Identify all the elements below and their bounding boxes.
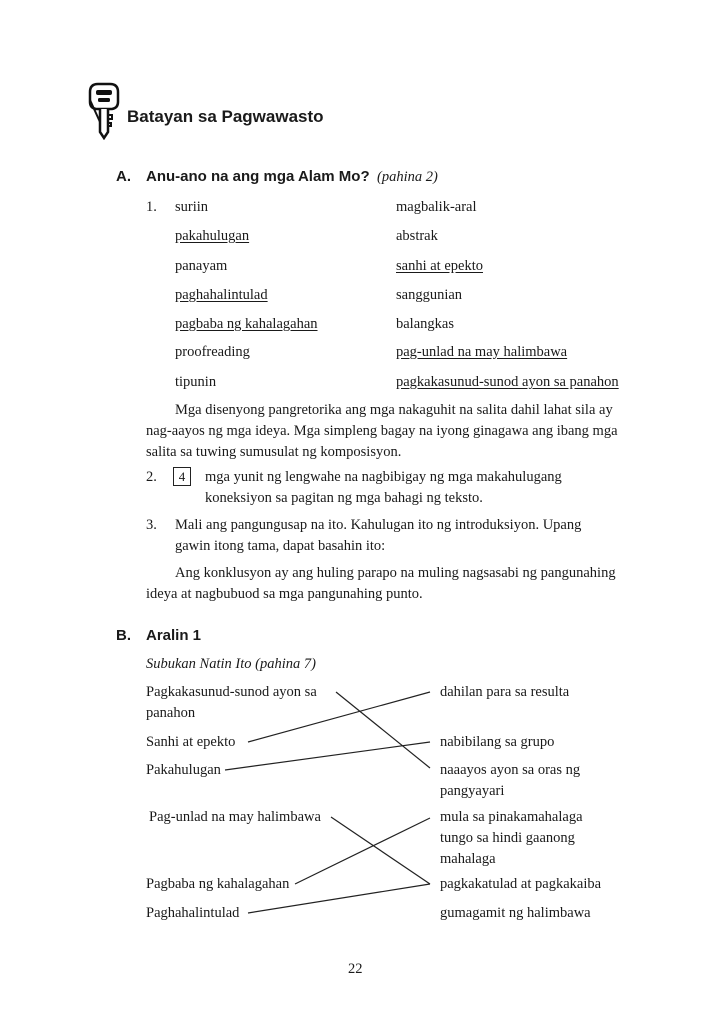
- item-3-paragraph: Ang konklusyon ay ang huling parapo na muling nagsasabi ng pangunahing ideya at nagbubuod sa mga pangunahing punto.: [146, 565, 616, 602]
- item-3-text-line2: gawin itong tama, dapat basahin ito:: [175, 538, 386, 554]
- word-left: panayam: [175, 258, 228, 274]
- word-right: balangkas: [396, 316, 454, 332]
- word-left-underlined: pagbaba ng kahalagahan: [175, 316, 318, 332]
- match-left-item: Pakahulugan: [146, 762, 221, 778]
- match-left-item: Pag-unlad na may halimbawa: [149, 809, 321, 825]
- section-a-page-ref: (pahina 2): [377, 169, 438, 185]
- item-2-text-line2: koneksiyon sa pagitan ng mga bahagi ng teksto.: [205, 490, 483, 506]
- section-b-letter: B.: [116, 627, 131, 644]
- match-right-item: pagkakatulad at pagkakaiba: [440, 876, 602, 892]
- item-3-text-line1: Mali ang pangungusap na ito. Kahulugan ito ng introduksiyon. Upang: [175, 517, 582, 533]
- match-line: [248, 692, 430, 742]
- word-left: tipunin: [175, 374, 217, 390]
- page-title: Batayan sa Pagwawasto: [127, 107, 324, 126]
- match-right-item: nabibilang sa grupo: [440, 734, 555, 750]
- item-3-number: 3.: [146, 517, 157, 533]
- answer-box-value: 4: [173, 467, 191, 486]
- section-a-title: Anu-ano na ang mga Alam Mo?: [146, 168, 370, 185]
- item-2-number: 2.: [146, 469, 157, 485]
- word-right-underlined: sanhi at epekto: [396, 258, 483, 274]
- match-right-item: dahilan para sa resulta: [440, 684, 570, 700]
- section-b-subtitle: Subukan Natin Ito (pahina 7): [146, 656, 316, 672]
- word-right-underlined: pag-unlad na may halimbawa: [396, 344, 568, 360]
- match-left-item: Pagbaba ng kahalagahan: [146, 876, 290, 892]
- word-left: suriin: [175, 199, 209, 215]
- match-left-item: Pagkakasunud-sunod ayon sa: [146, 684, 317, 700]
- match-right-item: mula sa pinakamahalaga: [440, 809, 583, 825]
- item-2-text-line1: mga yunit ng lengwahe na nagbibigay ng mga makahulugang: [205, 469, 562, 485]
- match-line: [225, 742, 430, 770]
- match-left-item: Sanhi at epekto: [146, 734, 236, 750]
- match-line: [336, 692, 430, 768]
- item-1-paragraph: Mga disenyong pangretorika ang mga nakaguhit na salita dahil lahat sila ay nag-aayos ng mga ideya. Mga simpleng bagay na iyong ginagawa ang ibang mga salita sa tuwing sumusulat ng komposisyon.: [146, 402, 618, 460]
- section-a-letter: A.: [116, 168, 131, 185]
- match-left-item-cont: panahon: [146, 705, 196, 721]
- match-line: [295, 818, 430, 884]
- match-left-item: Paghahalintulad: [146, 905, 240, 921]
- match-right-item-cont: tungo sa hindi gaanong: [440, 830, 575, 846]
- word-left-underlined: pakahulugan: [175, 228, 250, 244]
- word-left: proofreading: [175, 344, 250, 360]
- match-right-item-cont: pangyayari: [440, 783, 505, 799]
- match-line: [331, 817, 430, 884]
- page-number: 22: [348, 961, 363, 977]
- match-right-item-cont: mahalaga: [440, 851, 496, 867]
- word-right-underlined: pagkakasunud-sunod ayon sa panahon: [396, 374, 619, 390]
- word-right: abstrak: [396, 228, 438, 244]
- item-1-number: 1.: [146, 199, 157, 215]
- match-line: [248, 884, 430, 913]
- section-b-title: Aralin 1: [146, 627, 202, 644]
- match-right-item: naaayos ayon sa oras ng: [440, 762, 581, 778]
- word-left-underlined: paghahalintulad: [175, 287, 268, 303]
- match-right-item: gumagamit ng halimbawa: [440, 905, 591, 921]
- word-right: magbalik-aral: [396, 199, 477, 215]
- word-right: sanggunian: [396, 287, 463, 303]
